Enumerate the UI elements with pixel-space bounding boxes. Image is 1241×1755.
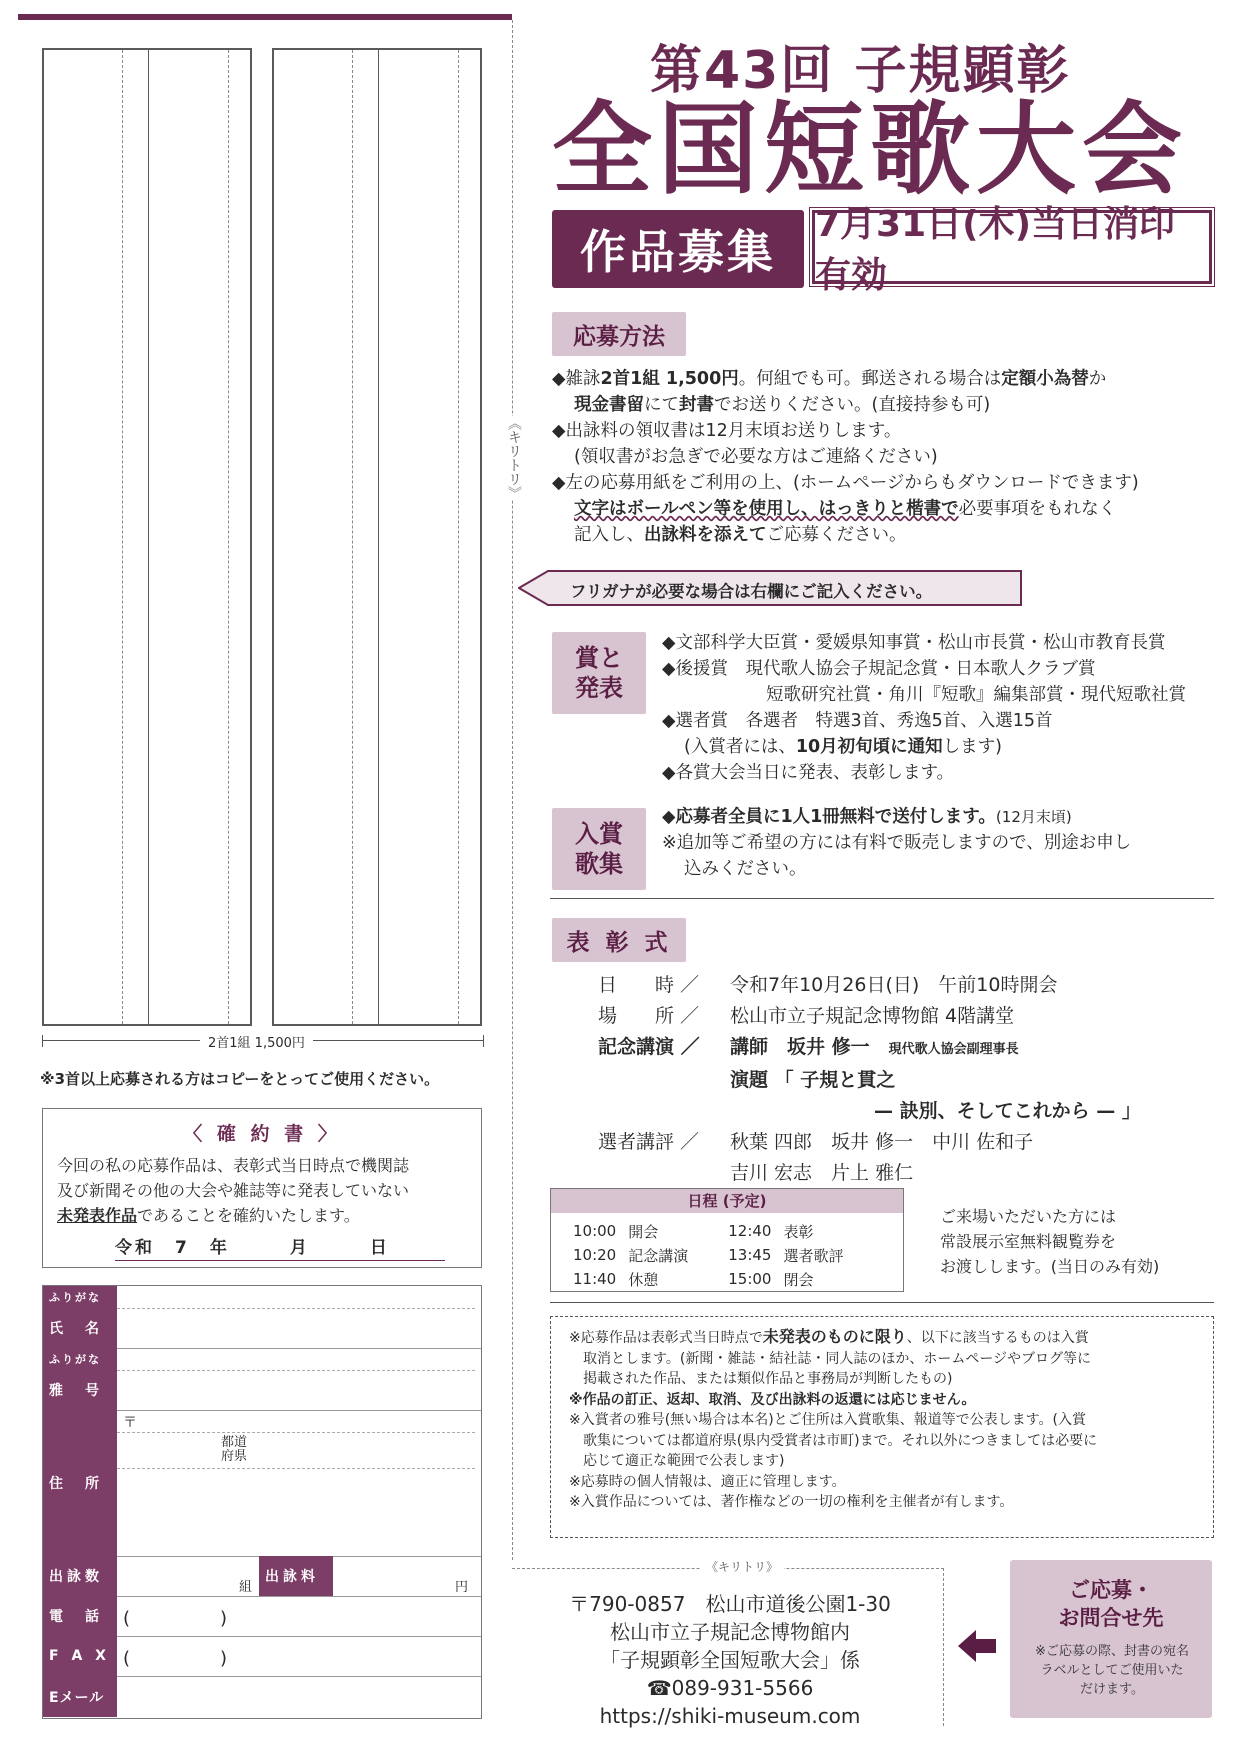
pledge-line-3: であることを確約いたします。 [137,1206,360,1225]
pledge-box [42,1108,482,1268]
name-field[interactable] [123,1310,473,1346]
manuscript-grid-left[interactable] [42,48,252,1026]
pledge-line-1: 今回の私の応募作品は、表彰式当日時点で機関誌 [57,1156,410,1175]
contact-address [560,1590,900,1730]
furigana-label-1: ふりがな [43,1286,117,1308]
postal-mark: 〒 [123,1415,137,1431]
contact-phone[interactable]: ☎089-931-5566 [646,1676,814,1700]
awards-section: ◆文部科学大臣賞・愛媛県知事賞・松山市長賞・松山市教育長賞 ◆後援賞 現代歌人協会子規記念賞・日本歌人クラブ賞 短歌研究社賞・角川『短歌』編集部賞・現代短歌社賞 ◆選者賞 各選者 特選3首、秀逸5首、入選15首 (入賞者には、10月初旬頃に通知します) ◆各賞大会当日に発表、表彰します。 [662,633,1186,783]
contact-title: ご応募・ お問合せ先 [1058,1578,1164,1630]
cut-line-vertical [512,20,513,1560]
pledge-title: 〈 確 約 書 〉 [183,1123,341,1145]
contact-org: 松山市立子規記念博物館内 [610,1620,850,1644]
schedule-row: 10:20 記念講演 13:45 選者歌評 [573,1246,844,1265]
cut-line-contact-edge [943,1568,944,1726]
section-tag-apply: 応募方法 [552,312,686,356]
entry-form [42,1285,482,1719]
pen-name-label: 雅 号 [43,1370,117,1410]
event-subtitle: 第43回 子規顕彰 [650,41,1071,101]
pledge-body [57,1153,471,1228]
deadline-badge: 7月31日(木)当日消印有効 [812,210,1212,284]
anthology-section: ◆応募者全員に1人1冊無料で送付します。(12月末頃) ※追加等ご希望の方には有料で販売しますので、別途お申し 込みください。 [662,807,1132,879]
fax-field[interactable]: ( ) [123,1648,228,1669]
ceremony-section: 日 時 ／ 令和7年10月26日(日) 午前10時開会 場 所 ／ 松山市立子規記念博物館 4階講堂 記念講演 ／ 講師 坂井 修一 現代歌人協会副理事長 演題 「 子規と貫之 — 訣別、そしてこれから — 」 選者講評 ／ 秋葉 四郎 坂井 修一 中川 佐和子 吉川 宏志 片上 雅仁 [598,974,1141,1184]
fee-label: 出詠料 [259,1556,333,1596]
event-title: 全国短歌大会 [552,91,1188,208]
apply-section: ◆雑詠2首1組 1,500円。何組でも可。郵送される場合は定額小為替か 現金書留にて封書でお送りください。(直接持参も可) ◆出詠料の領収書は12月末頃お送りします。 (領収書がお急ぎで必要な方はご連絡ください) ◆左の応募用紙をご利用の上、(ホームページからもダウンロードできます) 文字はボールペン等を使用し、はっきりと楷書で必要事項をもれなく 記入し、出詠料を添えてご応募ください。 [552,369,1139,545]
address-field[interactable] [123,1434,473,1554]
fee-unit: 円 [455,1580,469,1595]
schedule-title: 日程 (予定) [551,1189,903,1213]
furigana-label-2: ふりがな [43,1348,117,1370]
cut-here-label-vertical: 《キリトリ》 [506,416,522,500]
pledge-date[interactable]: 令和 7 年 月 日 [115,1233,445,1261]
top-bar [18,14,512,20]
pledge-line-2: 及び新聞その他の大会や雑誌等に発表していない [57,1181,410,1200]
schedule-box [550,1188,904,1292]
fax-label: F A X [43,1636,117,1676]
section-tag-ceremony: 表 彰 式 [552,918,686,962]
call-for-entries-badge: 作品募集 [552,210,804,288]
email-label: Eメール [43,1676,117,1717]
arrow-left-icon [958,1628,998,1664]
count-label: 出詠数 [43,1556,117,1596]
name-label: 氏 名 [43,1308,117,1348]
email-field[interactable] [123,1678,473,1714]
grid-caption: 2首1組 1,500円 [200,1032,313,1051]
section-tag-awards: 賞と発表 [552,632,646,714]
contact-note: ※ご応募の際、封書の宛名 ラベルとしてご使用いた だけます。 [1035,1644,1189,1697]
prefecture-label: 都道 府県 [221,1435,248,1464]
count-unit: 組 [239,1580,253,1595]
contact-box [1010,1560,1212,1718]
contact-desk: 「子規顕彰全国短歌大会」係 [600,1648,860,1672]
schedule-row: 10:00 開会 12:40 表彰 [573,1222,814,1241]
copy-note: ※3首以上応募される方はコピーをとってご使用ください。 [40,1070,440,1088]
separator-1 [550,898,1214,899]
contact-postal: 〒790-0857 松山市道後公園1-30 [569,1592,891,1616]
fee-field[interactable] [337,1558,449,1594]
address-label: 住 所 [43,1410,117,1556]
section-tag-anthology: 入賞歌集 [552,808,646,890]
notes-body: ※応募作品は表彰式当日時点で未発表のものに限り、以下に該当するものは入賞 取消とします。(新聞・雑誌・結社誌・同人誌のほか、ホームページやブログ等に 掲載された作品、または類似作品と事務局が判断したもの) ※作品の訂正、返却、取消、及び出詠料の返還には応じません。 ※入賞者の雅号(無い場合は本名)とご住所は入賞歌集、報道等で公表します。(入賞 歌集については都道府県(県内受賞者は市町)まで。それ以外につきましては必要に 応じて適正な範囲で公表します) ※応募時の個人情報は、適正に管理します。 ※入賞作品については、著作権などの一切の権利を主催者が有します。 [569,1327,1098,1510]
phone-label: 電 話 [43,1596,117,1636]
notes-box [550,1316,1214,1538]
schedule-side-note: ご来場いただいた方には 常設展示室無料観覧券を お渡しします。(当日のみ有効) [940,1207,1160,1276]
schedule-table [567,1219,849,1291]
pledge-emphasis: 未発表作品 [57,1206,138,1225]
separator-2 [550,1302,1214,1303]
schedule-row: 11:40 休憩 15:00 閉会 [573,1270,814,1289]
manuscript-grid-right[interactable] [272,48,482,1026]
pen-name-field[interactable] [123,1372,473,1408]
contact-url[interactable]: https://shiki-museum.com [599,1704,861,1728]
furigana-banner-text: フリガナが必要な場合は右欄にご記入ください。 [570,582,933,601]
count-field[interactable] [123,1558,233,1594]
phone-field[interactable]: ( ) [123,1608,228,1629]
cut-here-label-horizontal: 《キリトリ》 [700,1558,784,1575]
